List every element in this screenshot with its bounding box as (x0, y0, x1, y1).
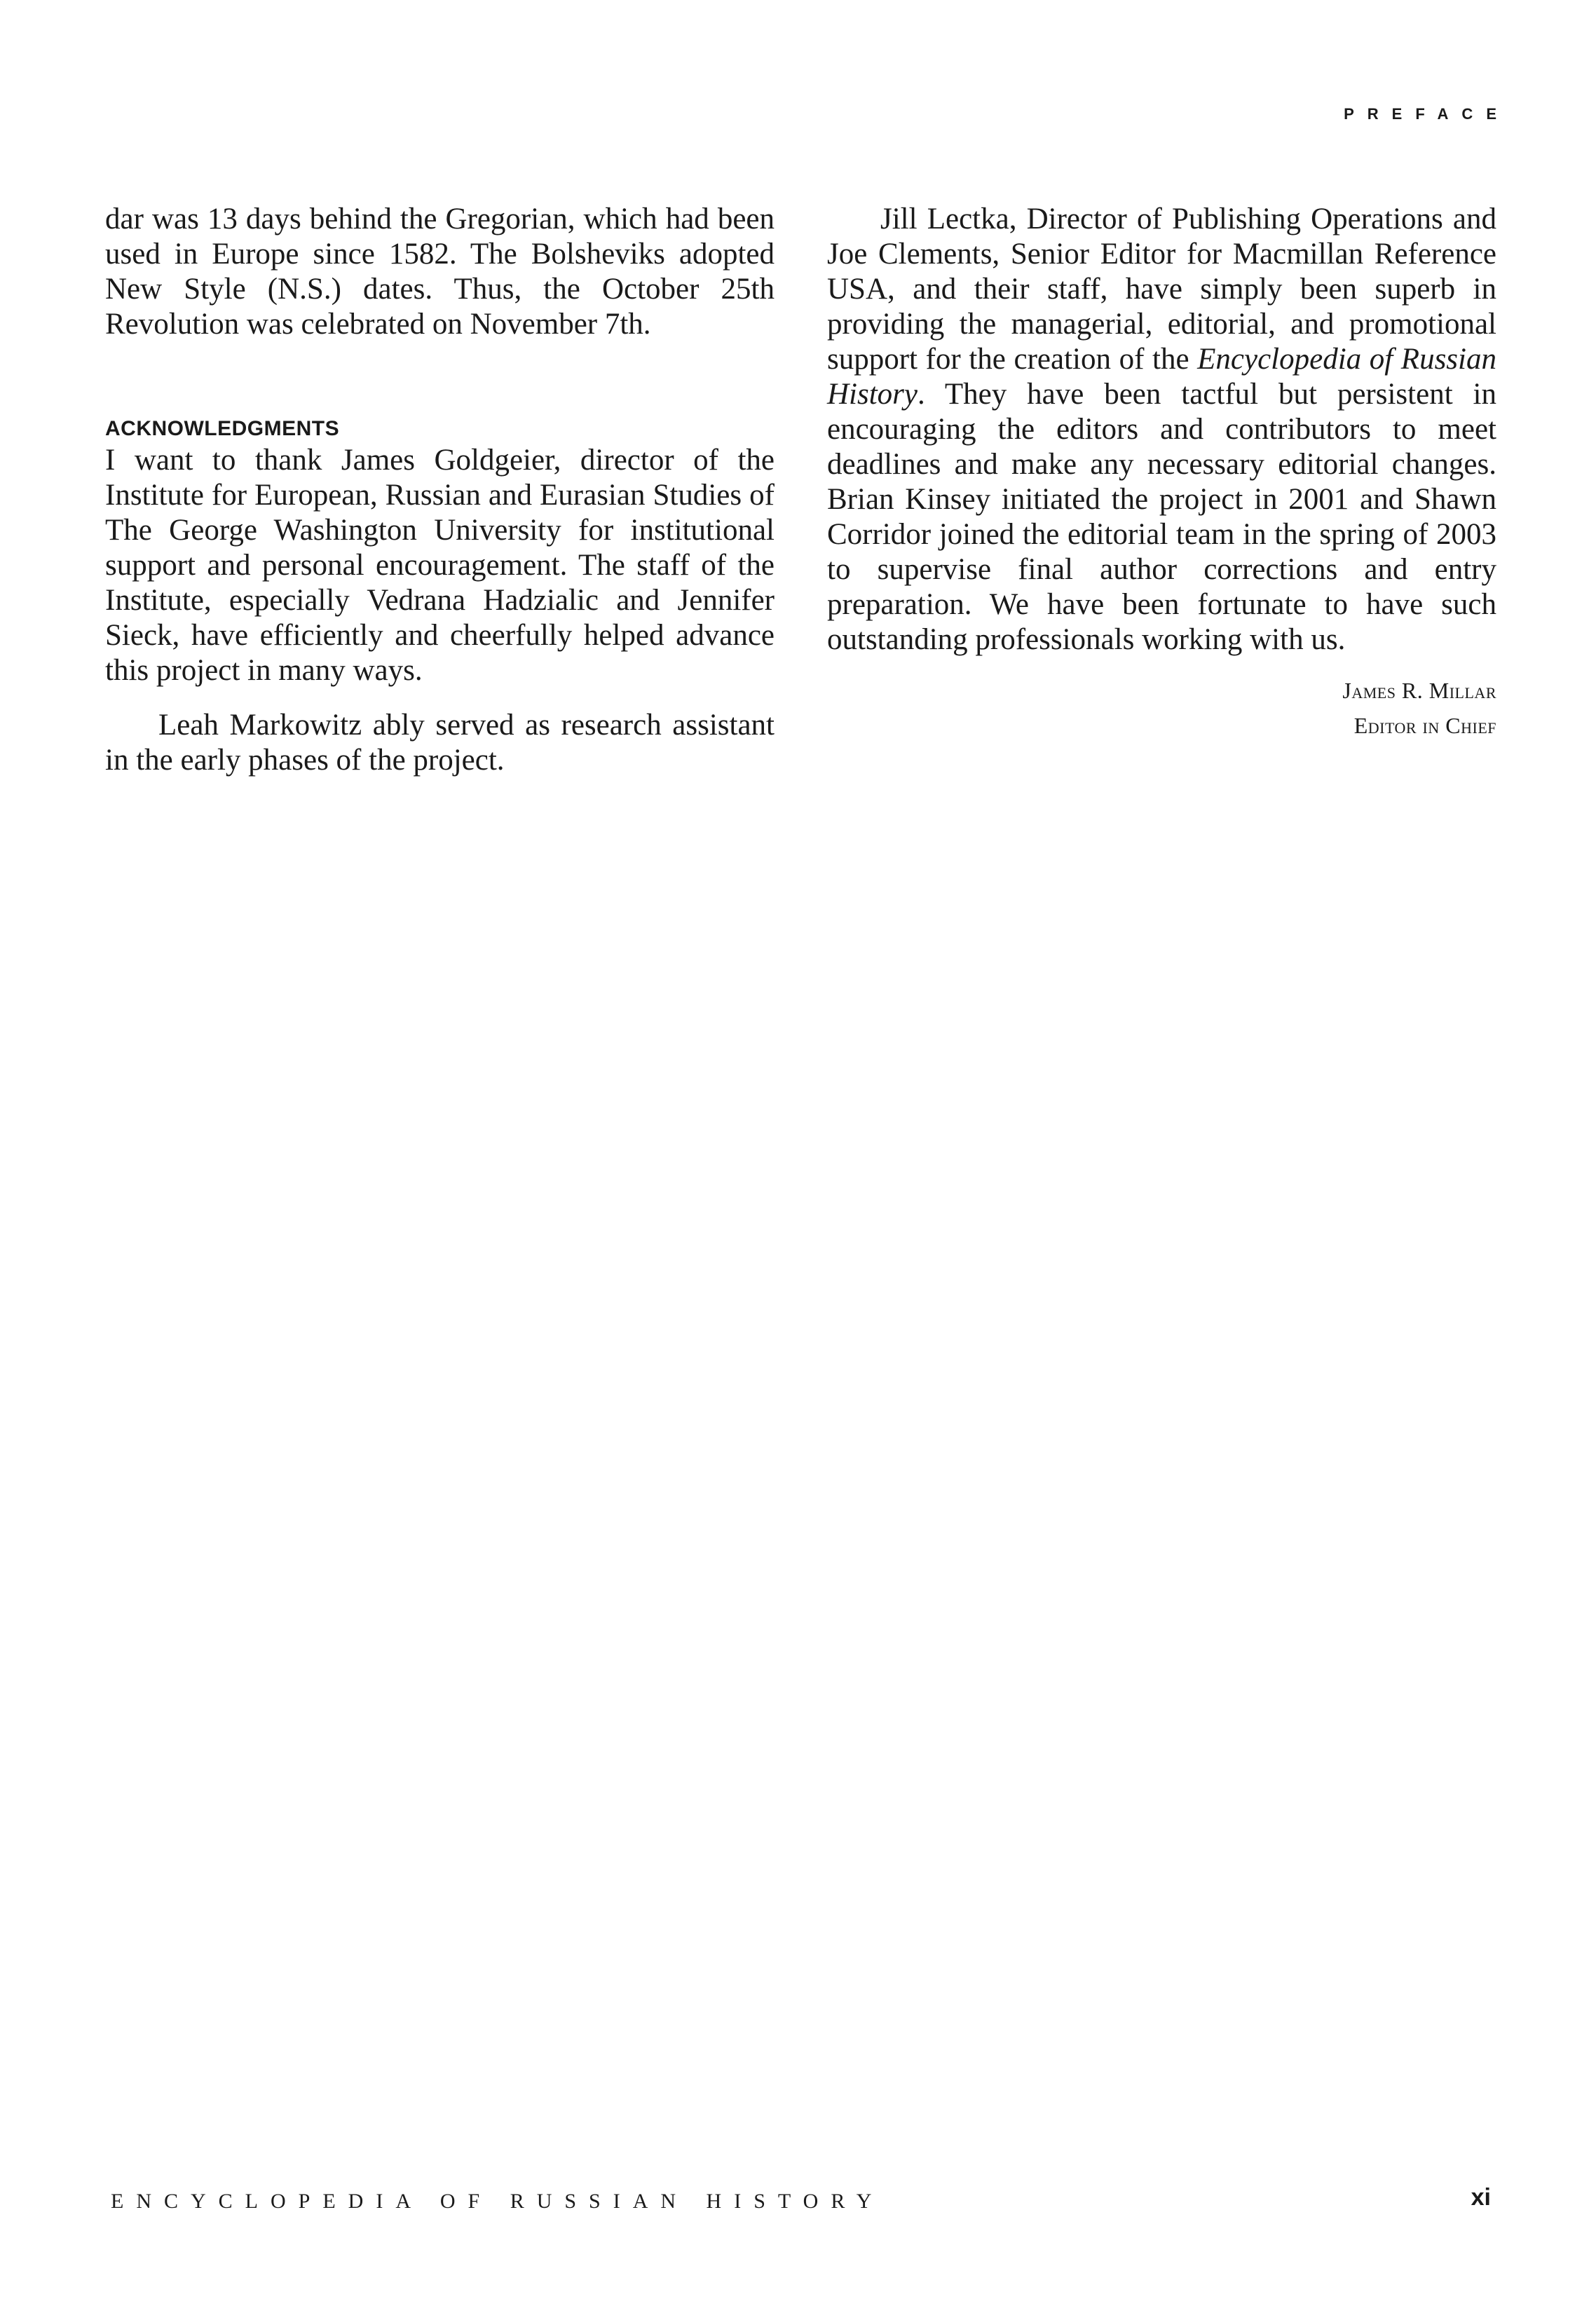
paragraph-text-part-2: . They have been tactful but persistent in encouraging the editors and contributors to meet deadlines and make any necessary editorial changes. Brian Kinsey initiated the project in 2001 and Shawn Corridor joined the editorial team in the spring of 2003 to supervise final author corrections and entry preparation. We have been fortunate to have such outstanding professionals working with us. (827, 378, 1496, 656)
running-foot: ENCYCLOPEDIA OF RUSSIAN HISTORY (111, 2190, 885, 2213)
acknowledgments-paragraph-3 (827, 202, 1496, 657)
page-number: xi (1471, 2184, 1491, 2211)
left-column (105, 202, 775, 778)
right-column (827, 202, 1496, 743)
running-head: PREFACE (1344, 105, 1510, 123)
book-title: Encyclopedia of Russian History (827, 343, 1496, 411)
signature-title: Editor in Chief (1353, 713, 1496, 738)
section-heading: ACKNOWLEDGMENTS (105, 417, 340, 440)
acknowledgments-paragraph-2: Leah Markowitz ably served as research assistant in the early phases of the project. (105, 709, 775, 777)
signature-name: James R. Millar (1342, 678, 1496, 703)
acknowledgments-paragraph-1: I want to thank James Goldgeier, director of the Institute for European, Russian and Eurasian Studies of The George Washington University for institutional support and personal encouragement. The staff of the Institute, especially Vedrana Hadzialic and Jennifer Sieck, have efficiently and cheerfully helped advance this project in many ways. (105, 444, 775, 687)
signature-block (827, 673, 1496, 743)
paragraph-text-part-1: Jill Lectka, Director of Publishing Operations and Joe Clements, Senior Editor for Macmillan Reference USA, and their staff, have simply been superb in providing the managerial, editorial, and promotional support for the creation of the (827, 203, 1496, 376)
continuation-paragraph: dar was 13 days behind the Gregorian, which had been used in Europe since 1582. The Bolsheviks adopted New Style (N.S.) dates. Thus, the October 25th Revolution was celebrated on November 7th. (105, 203, 775, 341)
